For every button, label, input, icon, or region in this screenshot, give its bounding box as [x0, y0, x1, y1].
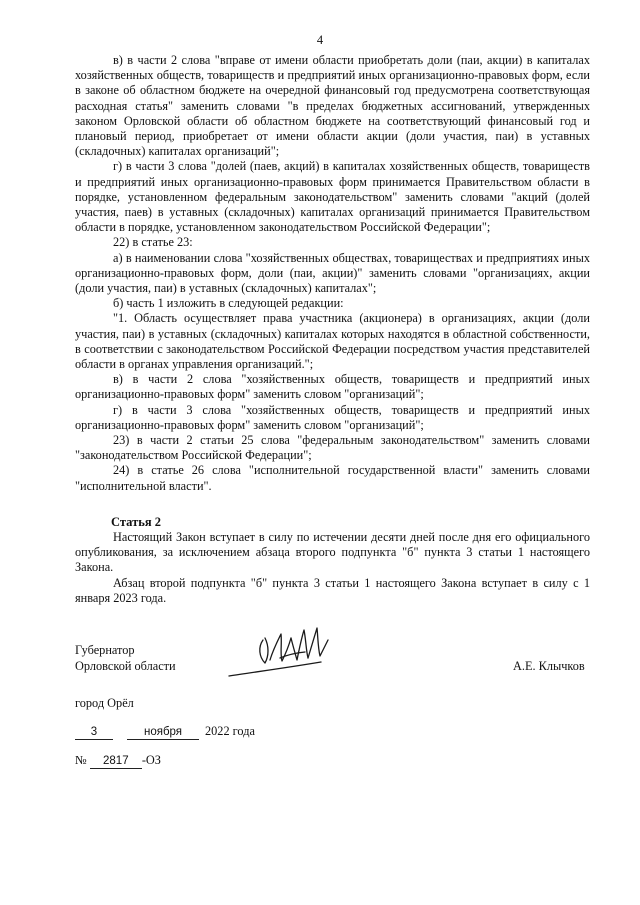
law-number-suffix: -ОЗ: [141, 753, 161, 767]
governor-title: [75, 643, 176, 674]
governor-title-line1: Губернатор: [75, 643, 135, 657]
article-2-text: [75, 530, 590, 606]
signature-stroke: [229, 662, 321, 676]
law-number: [75, 753, 161, 769]
date-year: 2022 года: [205, 724, 255, 738]
signature-stroke: [270, 634, 291, 661]
paragraph-22g: г) в части 3 слова "хозяйственных обществ, товариществ и предприятий иных организационно-правовых форм" заменить словом "организаций";: [75, 402, 590, 432]
paragraph-22b-text: "1. Область осуществляет права участника (акционера) в организациях, акции (доли участия, паи) в уставных (складочных) капиталах которых находятся в областной собственности, в соответствии с законодательством Российской Федерации посредством участия представителей области в органах управления организаций.";: [75, 311, 590, 372]
date-day: 3: [75, 726, 113, 740]
page-number: 4: [316, 33, 324, 47]
paragraph-22b: б) часть 1 изложить в следующей редакции:: [113, 296, 344, 311]
signature-stroke: [260, 638, 268, 663]
article-2-paragraph-2: Абзац второй подпункта "б" пункта 3 статьи 1 настоящего Закона вступает в силу с 1 января 2023 года.: [75, 575, 590, 605]
governor-title-line2: Орловской области: [75, 658, 176, 673]
paragraph-22a: а) в наименовании слова "хозяйственных обществах, товариществах и предприятиях иных организационно-правовых форм, доли (паи, акции)" заменить словами "организациях, акции (доли участия, паи) в уставных (складочных) капиталах";: [75, 250, 590, 296]
paragraph-v: в) в части 2 слова "вправе от имени области приобретать доли (паи, акции) в капиталах хозяйственных обществ, товариществ и предприятий иных организационно-правовых форм, если в законе об областном бюджете на очередной финансовый год предусмотрена соответствующая расходная статья" заменить словами "в пределах бюджетных ассигнований, утвержденных законом Орловской области об областном бюджете на соответствующий финансовый год и плановый период, приобретает от имени области акции (доли участия, паи) в уставных (складочных) капиталах организаций";: [75, 53, 590, 159]
city: город Орёл: [75, 696, 134, 710]
signature-stroke: [291, 630, 308, 660]
governor-name: А.Е. Клычков: [513, 659, 585, 673]
article-2-title: Статья 2: [111, 515, 161, 529]
signature-stroke: [308, 628, 328, 658]
paragraph-22: 22) в статье 23:: [113, 235, 193, 250]
paragraph-22v: в) в части 2 слова "хозяйственных обществ, товариществ и предприятий иных организационно-правовых форм" заменить словом "организаций";: [75, 372, 590, 402]
amendments-text: [75, 53, 590, 494]
article-2-paragraph-1: Настоящий Закон вступает в силу по истечении десяти дней после дня его официального опубликования, за исключением абзаца второго подпункта "б" пункта 3 статьи 1 настоящего Закона.: [75, 530, 590, 575]
law-number-sign: №: [75, 753, 87, 767]
paragraph-23: 23) в части 2 статьи 25 слова "федеральным законодательством" заменить словами "законодательством Российской Федерации";: [75, 433, 590, 463]
signing-date: [75, 724, 255, 740]
paragraph-g: г) в части 3 слова "долей (паев, акций) в капиталах хозяйственных обществ, товариществ и предприятий иных организационно-правовых форм принимается Правительством области в порядке, установленном федеральным законодательством" заменить словами "акций (долей участия, паев) в уставных (складочных) капиталах организаций принимается Правительством области в порядке, установленном законодательством Российской Федерации";: [75, 159, 590, 235]
law-number-value: 2817: [90, 755, 142, 769]
handwritten-signature: [225, 620, 335, 686]
date-month: ноября: [127, 726, 199, 740]
paragraph-24: 24) в статье 26 слова "исполнительной государственной власти" заменить словами "исполнительной власти".: [75, 463, 590, 493]
signature-stroke: [280, 652, 305, 658]
